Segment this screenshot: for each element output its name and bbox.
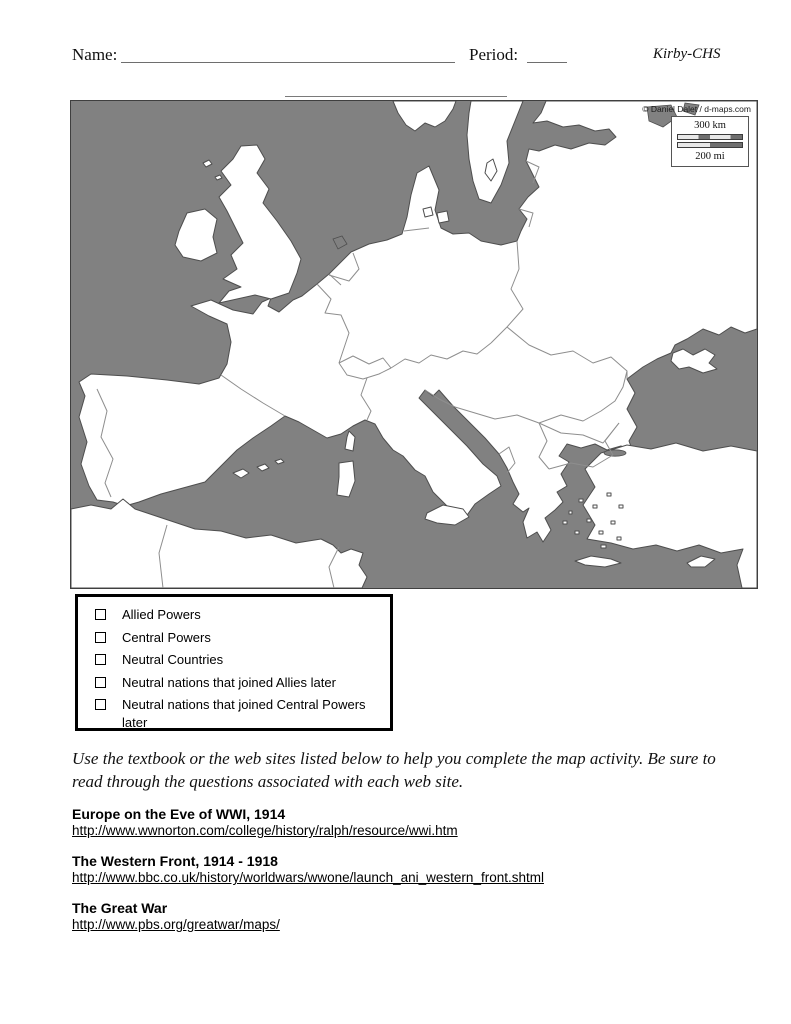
scale-mi-label: 200 mi bbox=[695, 151, 725, 162]
legend-item bbox=[95, 696, 390, 732]
legend-checkbox bbox=[95, 699, 106, 710]
legend-item bbox=[95, 629, 390, 647]
resource-link[interactable]: http://www.pbs.org/greatwar/maps/ bbox=[72, 917, 280, 932]
legend-checkbox bbox=[95, 677, 106, 688]
resource-item bbox=[72, 806, 672, 840]
legend-checkbox bbox=[95, 654, 106, 665]
legend-item bbox=[95, 606, 390, 624]
map-danish-isles bbox=[437, 211, 449, 223]
instructions-text: Use the textbook or the web sites listed below to help you complete the map activity. Be sure to read through the questions associated with each web site. bbox=[72, 749, 716, 791]
resource-title: The Great War bbox=[72, 900, 168, 916]
resource-title: Europe on the Eve of WWI, 1914 bbox=[72, 806, 286, 822]
resource-link[interactable]: http://www.wwnorton.com/college/history/ralph/resource/wwi.htm bbox=[72, 823, 458, 838]
legend-item-label: Central Powers bbox=[122, 629, 211, 645]
resource-link[interactable]: http://www.bbc.co.uk/history/worldwars/wwone/launch_ani_western_front.shtml bbox=[72, 870, 544, 885]
map-danish-isles bbox=[423, 207, 433, 217]
resource-item bbox=[72, 900, 672, 934]
europe-map-svg bbox=[71, 101, 757, 588]
legend-checkbox bbox=[95, 609, 106, 620]
legend-checkbox bbox=[95, 632, 106, 643]
resource-item bbox=[72, 853, 672, 887]
map-legend-box bbox=[75, 594, 393, 731]
name-blank-line bbox=[121, 61, 455, 63]
school-name: Kirby-CHS bbox=[653, 46, 721, 62]
legend-item-label: Neutral nations that joined Allies later bbox=[122, 674, 336, 690]
period-label: Period: bbox=[469, 45, 519, 64]
legend-item-label: Neutral Countries bbox=[122, 652, 224, 667]
period-blank-line bbox=[527, 61, 567, 63]
europe-map bbox=[70, 100, 758, 589]
map-title-blank-line bbox=[285, 95, 507, 97]
name-label: Name: bbox=[72, 45, 118, 64]
scale-km-label: 300 km bbox=[694, 120, 726, 131]
map-scale-box bbox=[671, 116, 749, 167]
legend-item bbox=[95, 651, 390, 669]
legend-item-label: Neutral nations that joined Central Powers later bbox=[122, 697, 366, 730]
scale-bar-mi bbox=[677, 142, 743, 148]
resource-title: The Western Front, 1914 - 1918 bbox=[72, 853, 278, 869]
legend-item-label: Allied Powers bbox=[122, 607, 201, 622]
scale-bar-km bbox=[677, 134, 743, 140]
resource-list bbox=[72, 806, 672, 947]
legend-item bbox=[95, 674, 390, 692]
map-credit: © Daniel Dalet / d-maps.com bbox=[642, 104, 751, 114]
map-sea-of-marmara bbox=[604, 450, 626, 456]
